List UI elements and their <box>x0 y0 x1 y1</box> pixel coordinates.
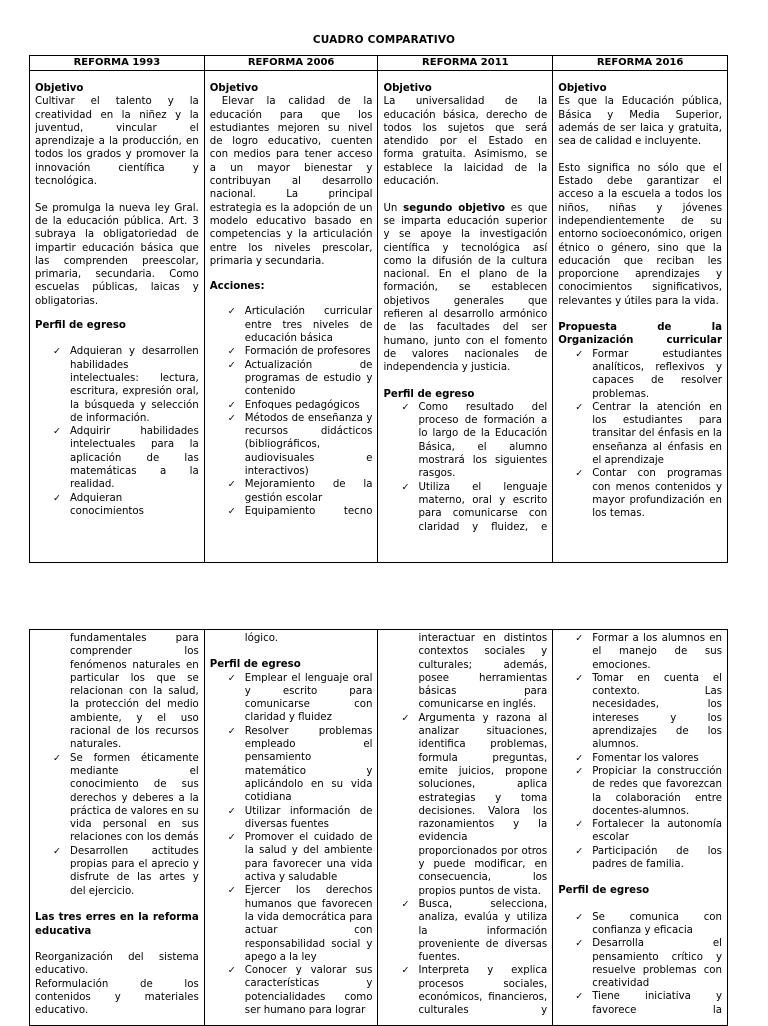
list-item: ✓ Emplear el lenguaje oral y escrito para comunicarse con claridad y fluidez <box>245 672 373 725</box>
list-item: ✓ Ejercer los derechos humanos que favorecen la vida democrática para actuar con responsabilidad social y apego a la ley <box>245 884 373 964</box>
header-row <box>30 56 728 71</box>
list-item: ✓ Formación de profesores <box>245 345 373 358</box>
propuesta-list-2016 <box>558 348 722 521</box>
list-item: ✓ Conocer y valorar sus características y potencialidades como ser humano para lograr <box>245 964 373 1017</box>
list-item: ✓ Participación de los padres de familia. <box>592 845 722 872</box>
list-item: ✓ Como resultado del proceso de formación a lo largo de la Educación Básica, el alumno mostrará los siguientes rasgos. <box>418 401 547 481</box>
perfil-heading-1993: Perfil de egreso <box>35 320 126 332</box>
list-item: ✓ Utilizar información de diversas fuentes <box>245 805 373 832</box>
list-item: ✓ Interpreta y explica procesos sociales, económicos, financieros, culturales y <box>418 964 547 1017</box>
list-item: ✓ Equipamiento tecno <box>245 505 373 518</box>
list-item: ✓ Desarrolla el pensamiento crítico y resuelve problemas con creatividad <box>592 937 722 990</box>
cell-2006-continued <box>204 630 378 1026</box>
list-item: ✓ Tomar en cuenta el contexto. Las necesidades, los intereses y los aprendizajes de los alumnos. <box>592 672 722 752</box>
perfil-list-2006 <box>210 672 373 1018</box>
list-item: ✓ Busca, selecciona, analiza, evalúa y utiliza la información proveniente de diversas fuentes. <box>418 898 547 964</box>
perfil-heading-2011: Perfil de egreso <box>383 388 475 400</box>
list-item: ✓ Adquieran y desarrollen habilidades intelectuales: lectura, escritura, expresión oral, la búsqueda y selección de información. <box>70 345 199 425</box>
ley-text-1993: Se promulga la nueva ley Gral. de la educación pública. Art. 3 subraya la obligatoriedad de impartir educación básica que las comprenden preescolar, primaria, secundaria. Como escuelas públicas, laicas y obligatorias. <box>35 202 199 307</box>
objetivo-heading-2006: Objetivo <box>209 83 259 94</box>
header-1993: REFORMA 1993 <box>30 56 205 71</box>
perfil-continued-2011: interactuar en distintos contextos sociales y culturales; además, posee herramientas básicas para comunicarse en inglés. <box>418 633 548 711</box>
list-item: ✓ Se formen éticamente mediante el conocimiento de sus derechos y deberes a la práctica de valores en su vida personal en sus relaciones con los demás <box>70 752 199 845</box>
perfil-list-1993 <box>35 345 199 518</box>
objetivo-text-2011: La universalidad de la educación básica, derecho de todos los sujetos que será atendido por el Estado en forma gratuita. Asimismo, se establece la laicidad de la educación. <box>383 96 548 188</box>
acciones-heading-2006: Acciones: <box>209 281 265 293</box>
list-item: ✓ Formar a los alumnos en el manejo de sus emociones. <box>592 632 722 672</box>
list-item: ✓ Enfoques pedagógicos <box>245 399 373 412</box>
objetivo-text-2006: Elevar la calidad de la educación para que los estudiantes mejoren su nivel de logro educativo, cuenten con medios para tener acceso a un mayor bienestar y contribuyan al desarrollo nacional. La principal estrategia es la adopción de un modelo educativo basado en competencias y la articulación entre los niveles prescolar, primaria y secundaria. <box>209 96 373 267</box>
cell-1993 <box>30 71 205 563</box>
objetivo-heading-2016: Objetivo <box>558 83 607 94</box>
list-item: ✓ Utiliza el lenguaje materno, oral y escrito para comunicarse con claridad y fluidez, e <box>418 481 547 534</box>
objetivo-text-2016: Es que la Educación pública, Básica y Media Superior, además de ser laica y gratuita, sea de calidad e incluyente. <box>558 96 722 148</box>
erres-item-1993: Reformulación de los contenidos y materiales educativo. <box>35 978 199 1017</box>
list-item: ✓ Argumenta y razona al analizar situaciones, identifica problemas, formula preguntas, emite juicios, propone soluciones, aplica estrategias y toma decisiones. Valora los razonamientos y la evidencia proporcionados por otros y puede modificar, en consecuencia, los propios puntos de vista. <box>418 712 547 898</box>
perfil-list-1993-continued <box>35 752 199 898</box>
header-2006: REFORMA 2006 <box>204 56 378 71</box>
list-item: ✓ Promover el cuidado de la salud y del ambiente para favorecer una vida activa y saludable <box>245 831 373 884</box>
list-item: ✓ Contar con programas con menos contenidos y mayor profundización en los temas. <box>592 467 722 520</box>
objetivo-heading-2011: Objetivo <box>383 83 432 94</box>
erres-item-1993: Reorganización del sistema educativo. <box>35 952 199 977</box>
perfil-continued-1993: fundamentales para comprender los fenómenos naturales en particular los que se relacionan con la salud, la protección del medio ambiente, y el uso racional de los recursos naturales. <box>70 633 199 751</box>
list-item: ✓ Desarrollen actitudes propias para el aprecio y disfrute de las artes y del ejercicio. <box>70 845 199 898</box>
header-2016: REFORMA 2016 <box>553 56 728 71</box>
comparison-table-top <box>29 55 728 563</box>
cell-2011-continued <box>378 630 553 1026</box>
list-item: ✓ Tiene iniciativa y favorece la <box>592 990 722 1017</box>
list-item: ✓ Articulación curricular entre tres niveles de educación básica <box>245 305 373 345</box>
cell-2006 <box>204 71 378 563</box>
perfil-list-2011 <box>383 401 547 534</box>
cell-2016 <box>553 71 728 563</box>
list-item: ✓ Fomentar los valores <box>592 752 722 765</box>
header-2011: REFORMA 2011 <box>378 56 553 71</box>
list-item: ✓ Fortalecer la autonomía escolar <box>592 818 722 845</box>
list-item: ✓ Adquieran conocimientos <box>70 492 199 519</box>
acciones-list-2006 <box>210 305 373 518</box>
propuesta-list-2016-continued <box>558 632 722 871</box>
list-item: ✓ Mejoramiento de la gestión escolar <box>245 478 373 505</box>
list-item: ✓ Centrar la atención en los estudiantes para transitar del énfasis en la enseñanza al énfasis en el aprendizaje <box>592 401 722 467</box>
segundo-objetivo-2011: Un segundo objetivo es que se imparta educación superior y se apoye la investigación científica y tecnológica así como la difusión de la cultura nacional. En el plano de la formación, se establecen objetivos generales que refieren al desarrollo armónico de las facultades del ser humano, junto con el fomento de valores nacionales de independencia y justicia. <box>383 202 548 374</box>
list-item: ✓ Adquirir habilidades intelectuales para la aplicación de las matemáticas a la realidad. <box>70 425 199 491</box>
content-row <box>30 71 728 563</box>
comparison-table-bottom <box>29 629 728 1026</box>
perfil-list-2016 <box>558 911 722 1017</box>
cell-2011 <box>378 71 553 563</box>
list-item: ✓ Actualización de programas de estudio y contenido <box>245 359 373 399</box>
perfil-heading-2016: Perfil de egreso <box>558 885 650 897</box>
significa-text-2016: Esto significa no sólo que el Estado debe garantizar el acceso a la escuela a todos los niños, niñas y jóvenes independientemente de su entorno socioeconómico, origen étnico o género, sino que la educación que reciban les proporcione aprendizajes y conocimientos significativos, relevantes y útiles para la vida. <box>558 162 722 307</box>
list-item: ✓ Métodos de enseñanza y recursos didácticos (bibliográficos, audiovisuales e interactivos) <box>245 412 373 478</box>
objetivo-heading-1993: Objetivo <box>35 83 84 94</box>
list-item: ✓ Propiciar la construcción de redes que favorezcan la colaboración entre docentes-alumnos. <box>592 765 722 818</box>
propuesta-heading-2016: Propuesta de la Organización curricular <box>558 322 722 347</box>
list-item: ✓ Resolver problemas empleado el pensamiento matemático y aplicándolo en su vida cotidiana <box>245 725 373 805</box>
erres-heading-1993: Las tres erres en la reforma educativa <box>35 912 199 937</box>
perfil-heading-2006: Perfil de egreso <box>209 659 301 671</box>
cell-2016-continued <box>553 630 728 1026</box>
objetivo-text-1993: Cultivar el talento y la creatividad en la niñez y la juventud, vincular el aprendizaje a la producción, en todos los grados y promover la innovación científica y tecnológica. <box>35 96 199 188</box>
perfil-list-2011-continued <box>383 712 547 1018</box>
page-title: CUADRO COMPARATIVO <box>312 34 456 46</box>
list-item: ✓ Se comunica con confianza y eficacia <box>592 911 722 938</box>
cell-1993-continued <box>30 630 205 1026</box>
list-item: ✓ Formar estudiantes analíticos, reflexivos y capaces de resolver problemas. <box>592 348 722 401</box>
content-row-continued <box>30 630 728 1026</box>
acciones-continued-2006: lógico. <box>244 633 279 644</box>
